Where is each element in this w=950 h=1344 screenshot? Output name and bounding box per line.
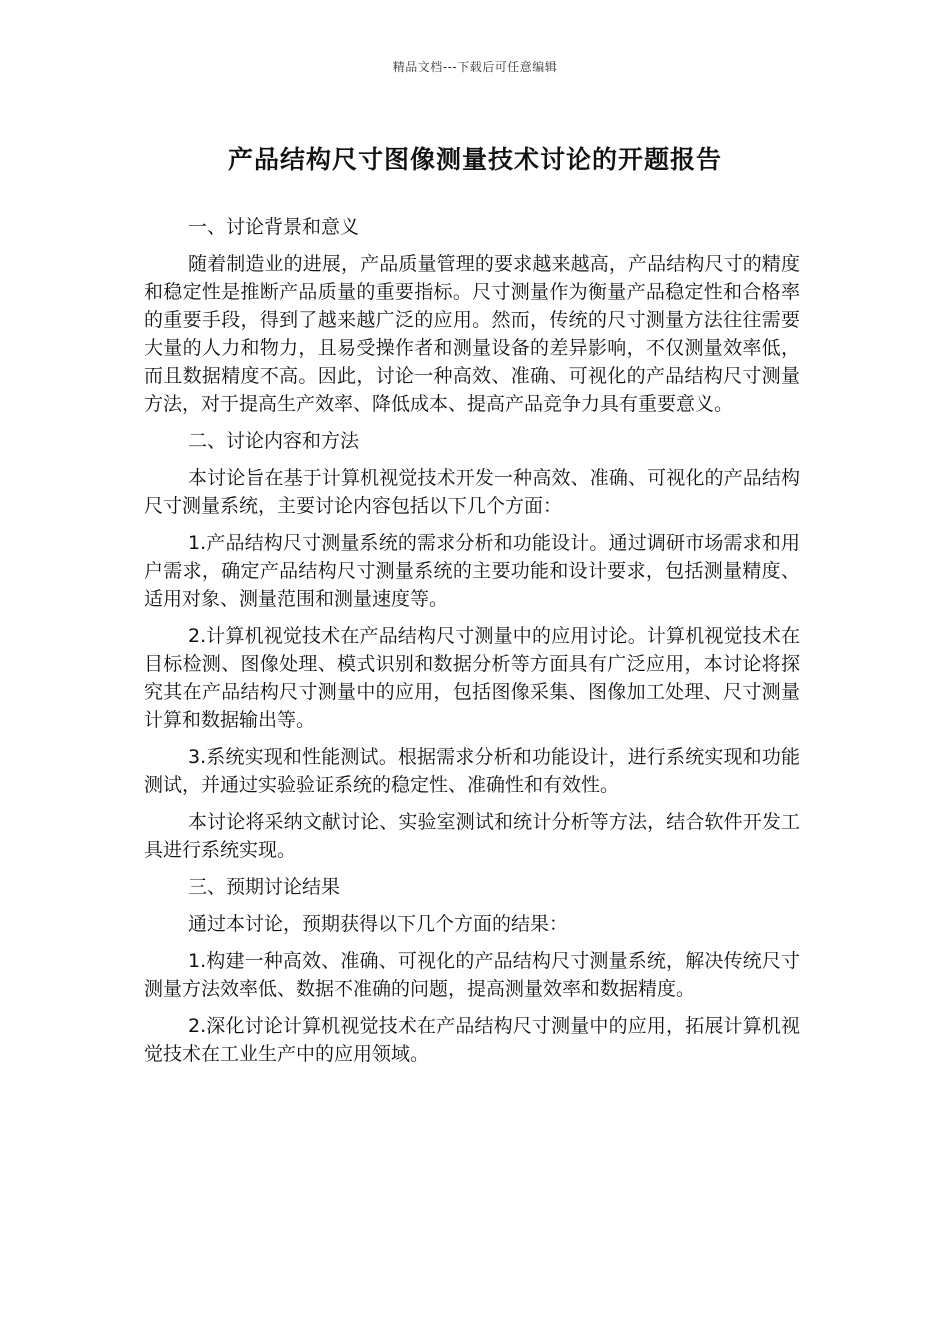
paragraph-results-intro: 通过本讨论，预期获得以下几个方面的结果： [188, 913, 569, 935]
section-heading-expected-results: 三、预期讨论结果 [188, 876, 341, 898]
paragraph-content-item-3: 3.系统实现和性能测试。根据需求分析和功能设计，进行系统实现和功能测试，并通过实验验证系统的稳定性、准确性和有效性。 [144, 746, 800, 796]
paragraph-content-item-1: 1.产品结构尺寸测量系统的需求分析和功能设计。通过调研市场需求和用户需求，确定产品结构尺寸测量系统的主要功能和设计要求，包括测量精度、适用对象、测量范围和测量速度等。 [144, 532, 800, 610]
paragraph-methods: 本讨论将采纳文献讨论、实验室测试和统计分析等方法，结合软件开发工具进行系统实现。 [144, 811, 800, 861]
document-title: 产品结构尺寸图像测量技术讨论的开题报告 [227, 145, 722, 174]
paragraph-content-item-2: 2.计算机视觉技术在产品结构尺寸测量中的应用讨论。计算机视觉技术在目标检测、图像处理、模式识别和数据分析等方面具有广泛应用，本讨论将探究其在产品结构尺寸测量中的应用，包括图像采集、图像加工处理、尺寸测量计算和数据输出等。 [144, 625, 800, 731]
paragraph-results-item-2: 2.深化讨论计算机视觉技术在产品结构尺寸测量中的应用，拓展计算机视觉技术在工业生产中的应用领域。 [144, 1015, 800, 1065]
paragraph-results-item-1: 1.构建一种高效、准确、可视化的产品结构尺寸测量系统，解决传统尺寸测量方法效率低、数据不准确的问题，提高测量效率和数据精度。 [144, 950, 800, 1000]
section-heading-content-methods: 二、讨论内容和方法 [188, 430, 360, 452]
paragraph-background: 随着制造业的进展，产品质量管理的要求越来越高，产品结构尺寸的精度和稳定性是推断产品质量的重要指标。尺寸测量作为衡量产品稳定性和合格率的重要手段，得到了越来越广泛的应用。然而，传统的尺寸测量方法往往需要大量的人力和物力，且易受操作者和测量设备的差异影响，不仅测量效率低，而且数据精度不高。因此，讨论一种高效、准确、可视化的产品结构尺寸测量方法，对于提高生产效率、降低成本、提高产品竞争力具有重要意义。 [144, 253, 800, 415]
header-note: 精品文档---下载后可任意编辑 [392, 60, 558, 74]
paragraph-content-intro: 本讨论旨在基于计算机视觉技术开发一种高效、准确、可视化的产品结构尺寸测量系统，主要讨论内容包括以下几个方面： [144, 467, 800, 517]
document-body [144, 213, 800, 1077]
section-heading-background: 一、讨论背景和意义 [188, 216, 360, 238]
